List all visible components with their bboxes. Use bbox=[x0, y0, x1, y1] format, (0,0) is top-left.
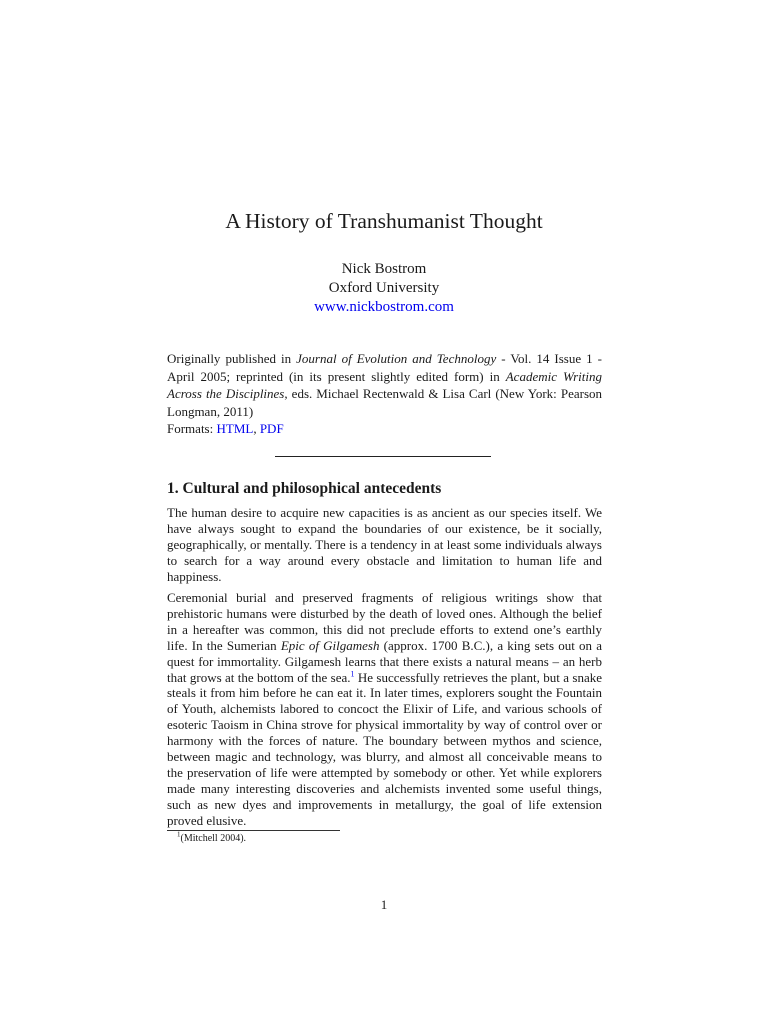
page-number: 1 bbox=[380, 897, 388, 912]
paragraph-text-part: (approx. 1700 B.C.), a king sets out on a quest for immortality. Gilgamesh learns that there exists a natural means – an herb that grows at the bottom of the sea. bbox=[167, 637, 602, 685]
publication-note-text: , eds. Michael Rectenwald & Lisa Carl (New York: Pearson Longman, 2011) bbox=[167, 386, 602, 419]
footnote-text: (Mitchell 2004). bbox=[180, 833, 247, 844]
paragraph-text-part: He successfully retrieves the plant, but a snake steals it from him before he can eat it. In later times, explorers sought the Fountain of Youth, alchemists labored to concoct the Elixir of Life, and various schools of esoteric Taoism in China strove for physical immortality by way of control over or harmony with the forces of nature. The boundary between mythos and science, between magic and technology, was blurry, and almost all conceivable means to the preservation of life were attempted by somebody or other. Yet while explorers made many interesting discoveries and alchemists invented some useful things, such as new dyes and improvements in metallurgy, the goal of life extension proved elusive. bbox=[167, 669, 602, 828]
pdf-format-link[interactable]: PDF bbox=[259, 421, 284, 436]
journal-name: Journal of Evolution and Technology bbox=[296, 351, 497, 366]
formats-label: Formats: bbox=[167, 421, 217, 436]
publication-note-text: - Vol. 14 Issue 1 - April 2005; reprinted (in its present slightly edited form) in bbox=[167, 351, 602, 384]
author-website-link[interactable]: www.nickbostrom.com bbox=[314, 299, 454, 315]
author-block bbox=[0, 260, 768, 317]
html-format-link[interactable]: HTML bbox=[216, 421, 254, 436]
body-paragraph bbox=[167, 590, 602, 829]
paragraph-text bbox=[167, 590, 602, 829]
section-heading: 1. Cultural and philosophical antecedents bbox=[167, 480, 442, 497]
paper-title: A History of Transhumanist Thought bbox=[225, 209, 543, 233]
paragraph-text-part: Ceremonial burial and preserved fragments of religious writings show that prehistoric humans were disturbed by the death of loved ones. Although the belief in a hereafter was common, this did not preclude efforts to extend one’s earthly life. In the Sumerian bbox=[167, 590, 602, 653]
epic-title: Epic of Gilgamesh bbox=[280, 637, 380, 653]
publication-note bbox=[167, 350, 602, 420]
footnote-marker: 1 bbox=[177, 830, 181, 839]
separator-rule bbox=[275, 456, 491, 457]
footnote bbox=[177, 832, 246, 846]
paragraph-text: The human desire to acquire new capacities is as ancient as our species itself. We have always sought to expand the boundaries of our existence, be it socially, geographically, or mentally. There is a tendency in at least some individuals always to search for a way around every obstacle and limitation to human life and happiness. bbox=[167, 505, 602, 584]
author-affiliation: Oxford University bbox=[328, 280, 440, 296]
book-title: Academic Writing Across the Disciplines bbox=[167, 368, 602, 401]
footnote-rule bbox=[167, 830, 340, 831]
body-paragraph bbox=[167, 505, 602, 585]
formats-line bbox=[167, 420, 284, 438]
author-name: Nick Bostrom bbox=[341, 261, 427, 277]
formats-separator: , bbox=[253, 421, 260, 436]
footnote-reference[interactable]: 1 bbox=[350, 669, 355, 679]
publication-note-text: Originally published in bbox=[167, 351, 297, 366]
